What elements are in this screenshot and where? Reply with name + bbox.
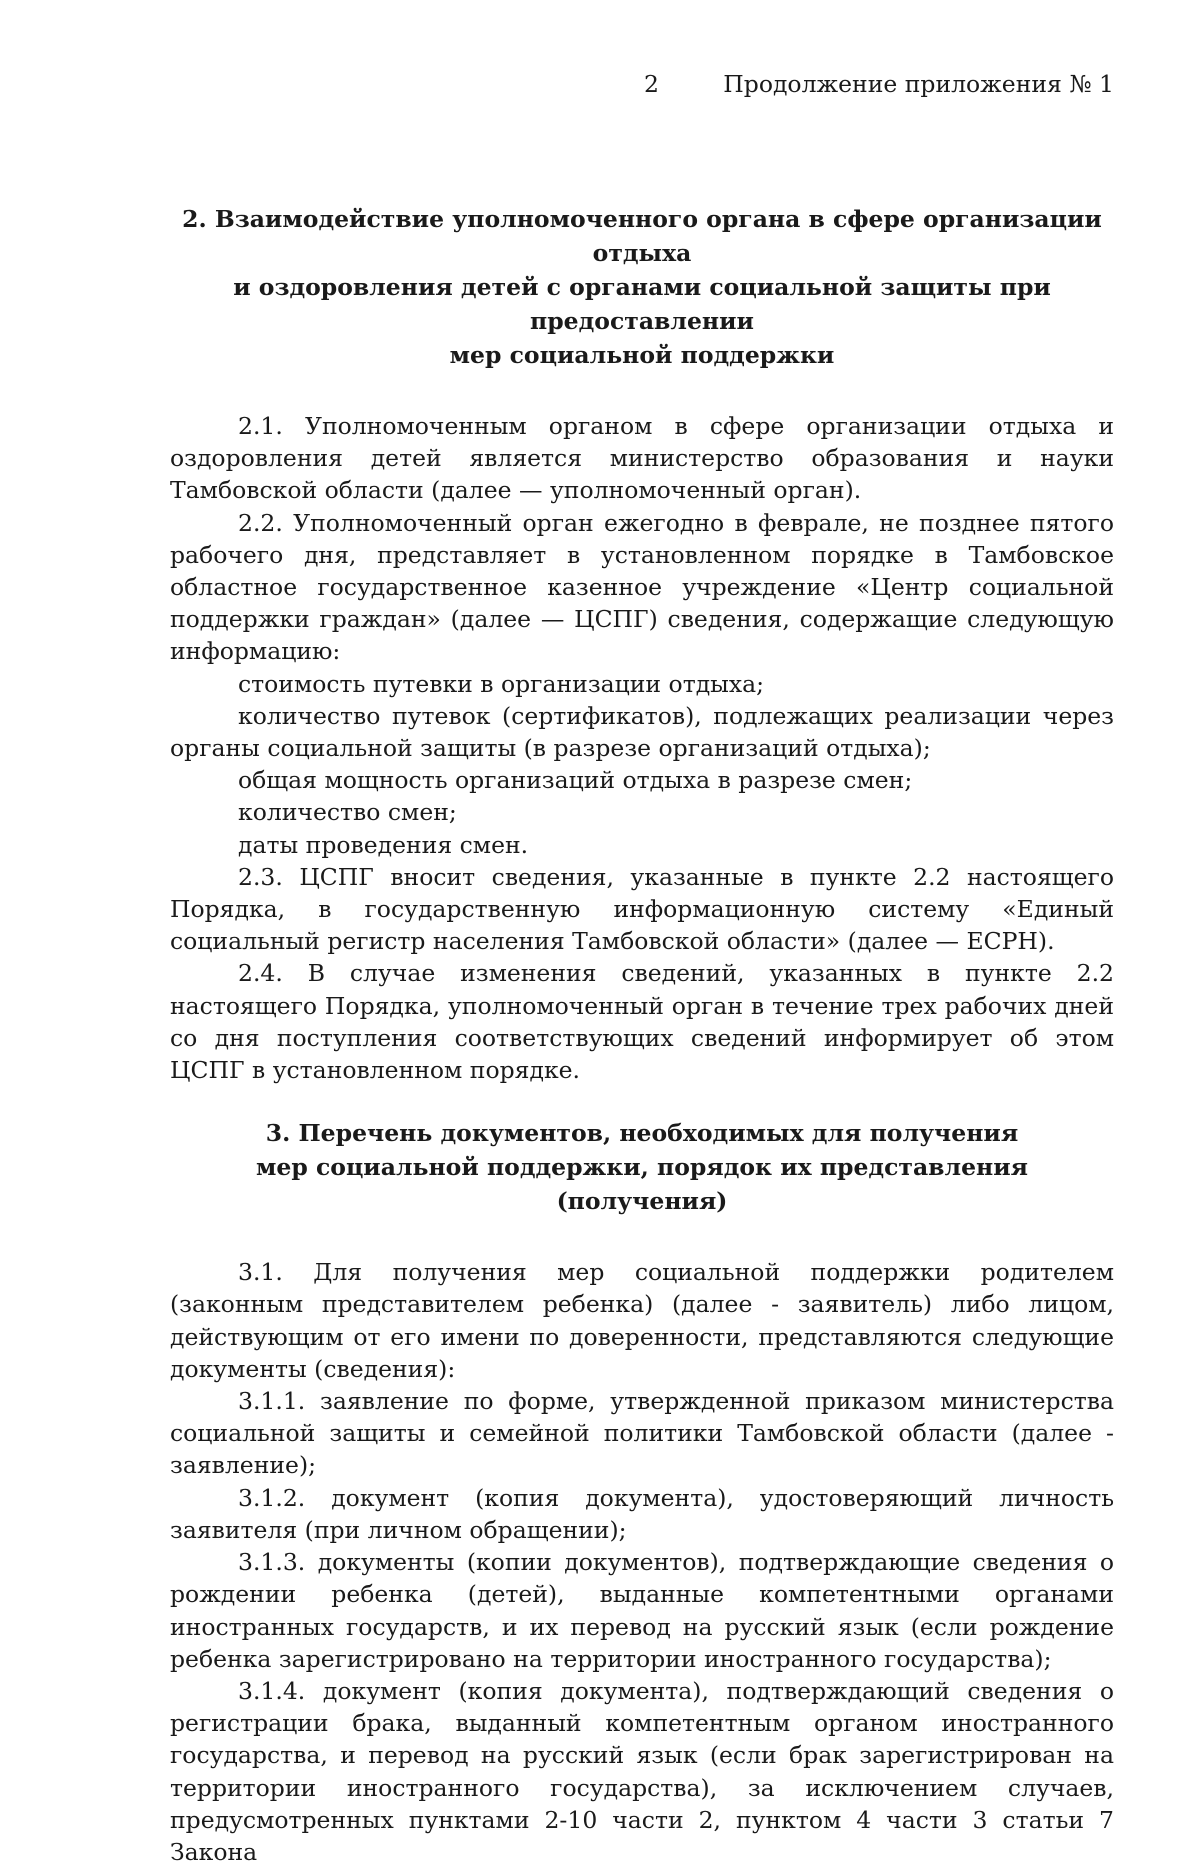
section-2-title-line: 2. Взаимодействие уполномоченного органа в сфере организации отдыха [182,205,1102,267]
page-header [170,70,1114,110]
list-item: стоимость путевки в организации отдыха; [238,669,765,698]
list-item: количество смен; [238,798,457,827]
paragraph-2-4: 2.4. В случае изменения сведений, указанных в пункте 2.2 настоящего Порядка, уполномоченный орган в течение трех рабочих дней со дня поступления соответствующих сведений информирует об этом ЦСПГ в установленном порядке. [170,959,1114,1085]
paragraph-3-1-4: 3.1.4. документ (копия документа), подтверждающий сведения о регистрации брака, выданный компетентным органом иностранного государства, и перевод на русский язык (если брак зарегистрирован на территории иностранного государства), за исключением случаев, предусмотренных пунктами 2-10 части 2, пунктом 4 части 3 статьи 7 Закона [170,1676,1114,1866]
section-3-title-line: 3. Перечень документов, необходимых для получения [265,1119,1019,1148]
page-number: 2 [644,70,659,98]
list-item: общая мощность организаций отдыха в разрезе смен; [238,766,913,795]
paragraph-3-1-1: 3.1.1. заявление по форме, утвержденной приказом министерства социальной защиты и семейной политики Тамбовской области (далее - заявление); [170,1387,1114,1480]
appendix-continuation-note: Продолжение приложения № 1 [723,70,1114,98]
paragraph-3-1: 3.1. Для получения мер социальной поддержки родителем (законным представителем ребенка) (далее - заявитель) либо лицом, действующим от его имени по доверенности, представляются следующие документы (сведения): [170,1258,1114,1383]
section-2-title [170,202,1114,372]
list-item: количество путевок (сертификатов), подлежащих реализации через органы социальной защиты (в разрезе организаций отдыха); [170,701,1114,763]
section-3-title-line: мер социальной поддержки, порядок их представления (получения) [255,1153,1029,1216]
paragraph-3-1-3: 3.1.3. документы (копии документов), подтверждающие сведения о рождении ребенка (детей), выданные компетентными органами иностранных государств, и их перевод на русский язык (если рождение ребенка зарегистрировано на территории иностранного государства); [170,1548,1114,1673]
list-item: даты проведения смен. [238,830,529,859]
paragraph-3-1-2: 3.1.2. документ (копия документа), удостоверяющий личность заявителя (при личном обращении); [170,1483,1114,1544]
paragraph-2-3: 2.3. ЦСПГ вносит сведения, указанные в пункте 2.2 настоящего Порядка, в государственную информационную систему «Единый социальный регистр населения Тамбовской области» (далее — ЕСРН). [170,862,1114,956]
paragraph-2-1: 2.1. Уполномоченным органом в сфере организации отдыха и оздоровления детей является министерство образования и науки Тамбовской области (далее — уполномоченный орган). [170,412,1114,505]
section-2-title-line: и оздоровления детей с органами социальной защиты при предоставлении [233,273,1051,335]
section-2-title-line: мер социальной поддержки [449,341,835,369]
section-3-title [170,1116,1114,1218]
paragraph-2-2: 2.2. Уполномоченный орган ежегодно в феврале, не позднее пятого рабочего дня, представляет в установленном порядке в Тамбовское областное государственное казенное учреждение «Центр социальной поддержки граждан» (далее — ЦСПГ) сведения, содержащие следующую информацию: [170,508,1114,666]
